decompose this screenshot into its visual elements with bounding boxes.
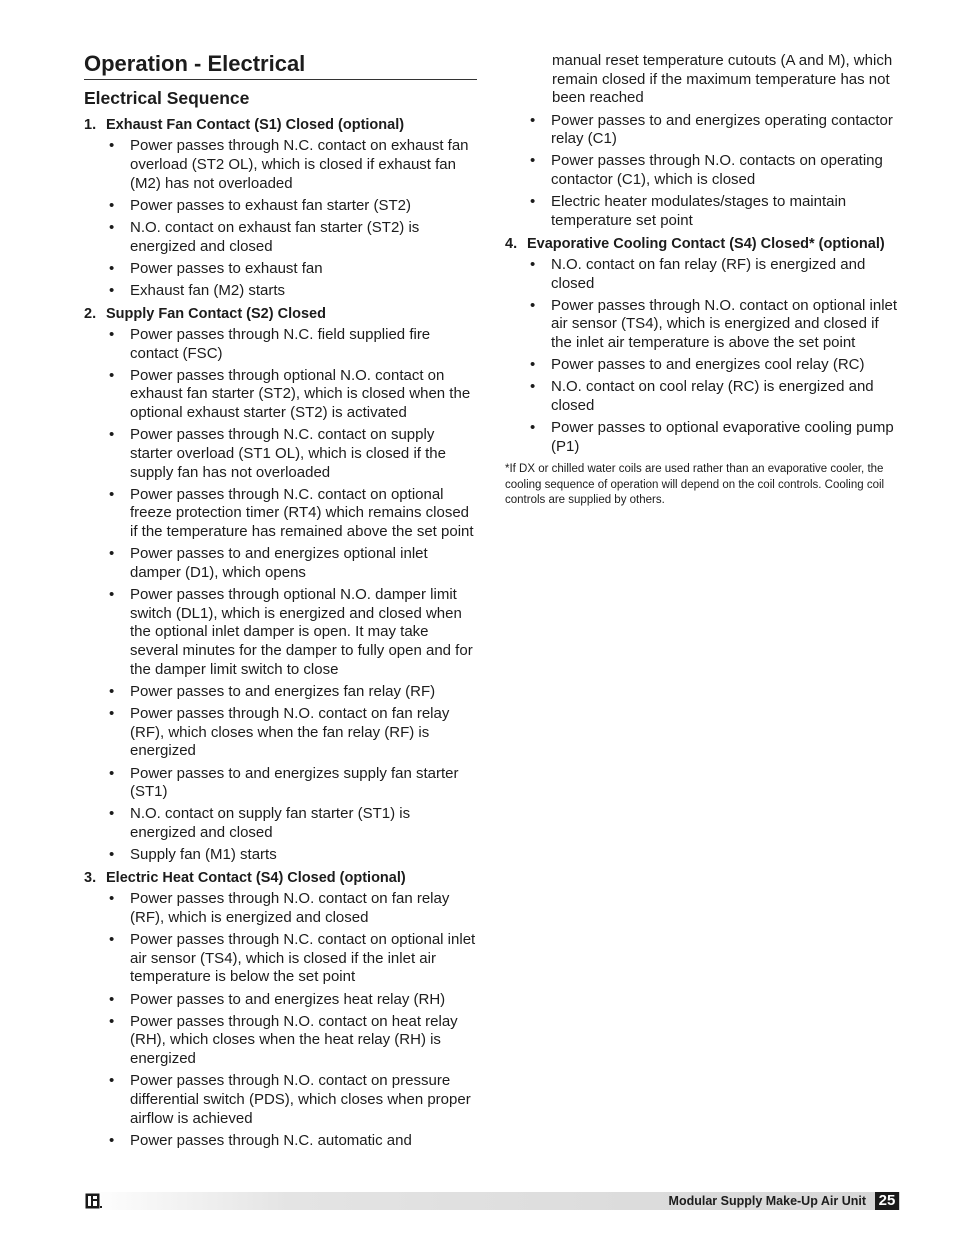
footnote: *If DX or chilled water coils are used rather than an evaporative cooler, the cooling sequence of operation will depend on the coil controls. Cooling coil controls are supplied by others. <box>505 463 885 507</box>
list-item: • Power passes through optional N.O. damper limit switch (DL1), which is energized and closed when the optional inlet damper is open. It may take several minutes for the damper to fully open and for the damper limit switch to close <box>109 586 473 678</box>
list-item: • Power passes to and energizes supply fan starter (ST1) <box>109 764 459 801</box>
list-item: • Power passes to and energizes cool relay (RC) <box>530 356 865 374</box>
list-item: • Electric heater modulates/stages to maintain temperature set point <box>530 193 847 229</box>
list-item: • N.O. contact on exhaust fan starter (ST2) is energized and closed <box>109 218 420 255</box>
list-item-continuation: manual reset temperature cutouts (A and M), which remain closed if the maximum temperature has not been reached <box>552 52 893 107</box>
step-heading: 4. Evaporative Cooling Contact (S4) Closed* (optional) <box>505 235 885 252</box>
page-title: Operation - Electrical <box>84 50 477 80</box>
list-item: • Power passes to and energizes optional inlet damper (D1), which opens <box>109 545 428 581</box>
list-item: • Power passes through N.O. contact on heat relay (RH), which closes when the heat relay (RH) is energized <box>109 1012 458 1068</box>
list-item: • Power passes through N.O. contact on fan relay (RF), which is energized and closed <box>109 890 450 926</box>
list-item: • Power passes to optional evaporative cooling pump (P1) <box>530 419 894 455</box>
left-column <box>84 116 478 1150</box>
step-heading: 2. Supply Fan Contact (S2) Closed <box>84 305 326 322</box>
list-item: • N.O. contact on supply fan starter (ST1) is energized and closed <box>109 805 411 842</box>
list-item: • Power passes through N.C. contact on optional inlet air sensor (TS4), which is closed if the inlet air temperature is below the set point <box>109 931 476 986</box>
list-item: • Power passes through N.O. contact on pressure differential switch (PDS), which closes when proper airflow is achieved <box>109 1072 471 1127</box>
list-item: • Power passes through N.O. contacts on operating contactor (C1), which is closed <box>530 152 883 188</box>
list-item: • Exhaust fan (M2) starts <box>109 281 286 299</box>
list-item: • Power passes to and energizes fan relay (RF) <box>109 682 436 700</box>
greenheck-logo-icon <box>85 1193 102 1209</box>
list-item: • Power passes through N.C. contact on optional freeze protection timer (RT4) which remains closed if the temperature has remained above the set point <box>109 485 474 541</box>
page-number: 25 <box>875 1192 899 1210</box>
list-item: • Power passes through N.C. field supplied fire contact (FSC) <box>109 325 431 362</box>
list-item: • Power passes through N.C. contact on supply starter overload (ST1 OL), which is closed if the supply fan has not overloaded <box>109 426 446 481</box>
list-item: • N.O. contact on fan relay (RF) is energized and closed <box>530 255 866 292</box>
footer-product-name: Modular Supply Make-Up Air Unit <box>668 1194 866 1208</box>
list-item: • Supply fan (M1) starts <box>109 846 277 864</box>
list-item: • Power passes to exhaust fan <box>109 259 323 277</box>
list-item: • Power passes to and energizes operating contactor relay (C1) <box>530 111 893 148</box>
list-item: • Power passes through N.C. automatic and <box>109 1131 412 1149</box>
list-item: • Power passes through optional N.O. contact on exhaust fan starter (ST2), which is closed when the optional exhaust starter (ST2) is activated <box>109 366 471 422</box>
section-subtitle: Electrical Sequence <box>84 88 250 108</box>
step-heading: 1. Exhaust Fan Contact (S1) Closed (optional) <box>84 117 405 133</box>
list-item: • N.O. contact on cool relay (RC) is energized and closed <box>530 378 874 414</box>
list-item: • Power passes through N.C. contact on exhaust fan overload (ST2 OL), which is closed if exhaust fan (M2) has not overloaded <box>109 137 469 192</box>
right-column <box>505 52 900 509</box>
list-item: • Power passes to exhaust fan starter (ST2) <box>109 196 411 214</box>
step-heading: 3. Electric Heat Contact (S4) Closed (optional) <box>84 869 406 886</box>
list-item: • Power passes through N.O. contact on optional inlet air sensor (TS4), which is energized and closed if the inlet air temperature is above the set point <box>530 296 898 352</box>
list-item: • Power passes through N.O. contact on fan relay (RF), which closes when the fan relay (RF) is energized <box>109 705 450 760</box>
list-item: • Power passes to and energizes heat relay (RH) <box>109 990 446 1008</box>
